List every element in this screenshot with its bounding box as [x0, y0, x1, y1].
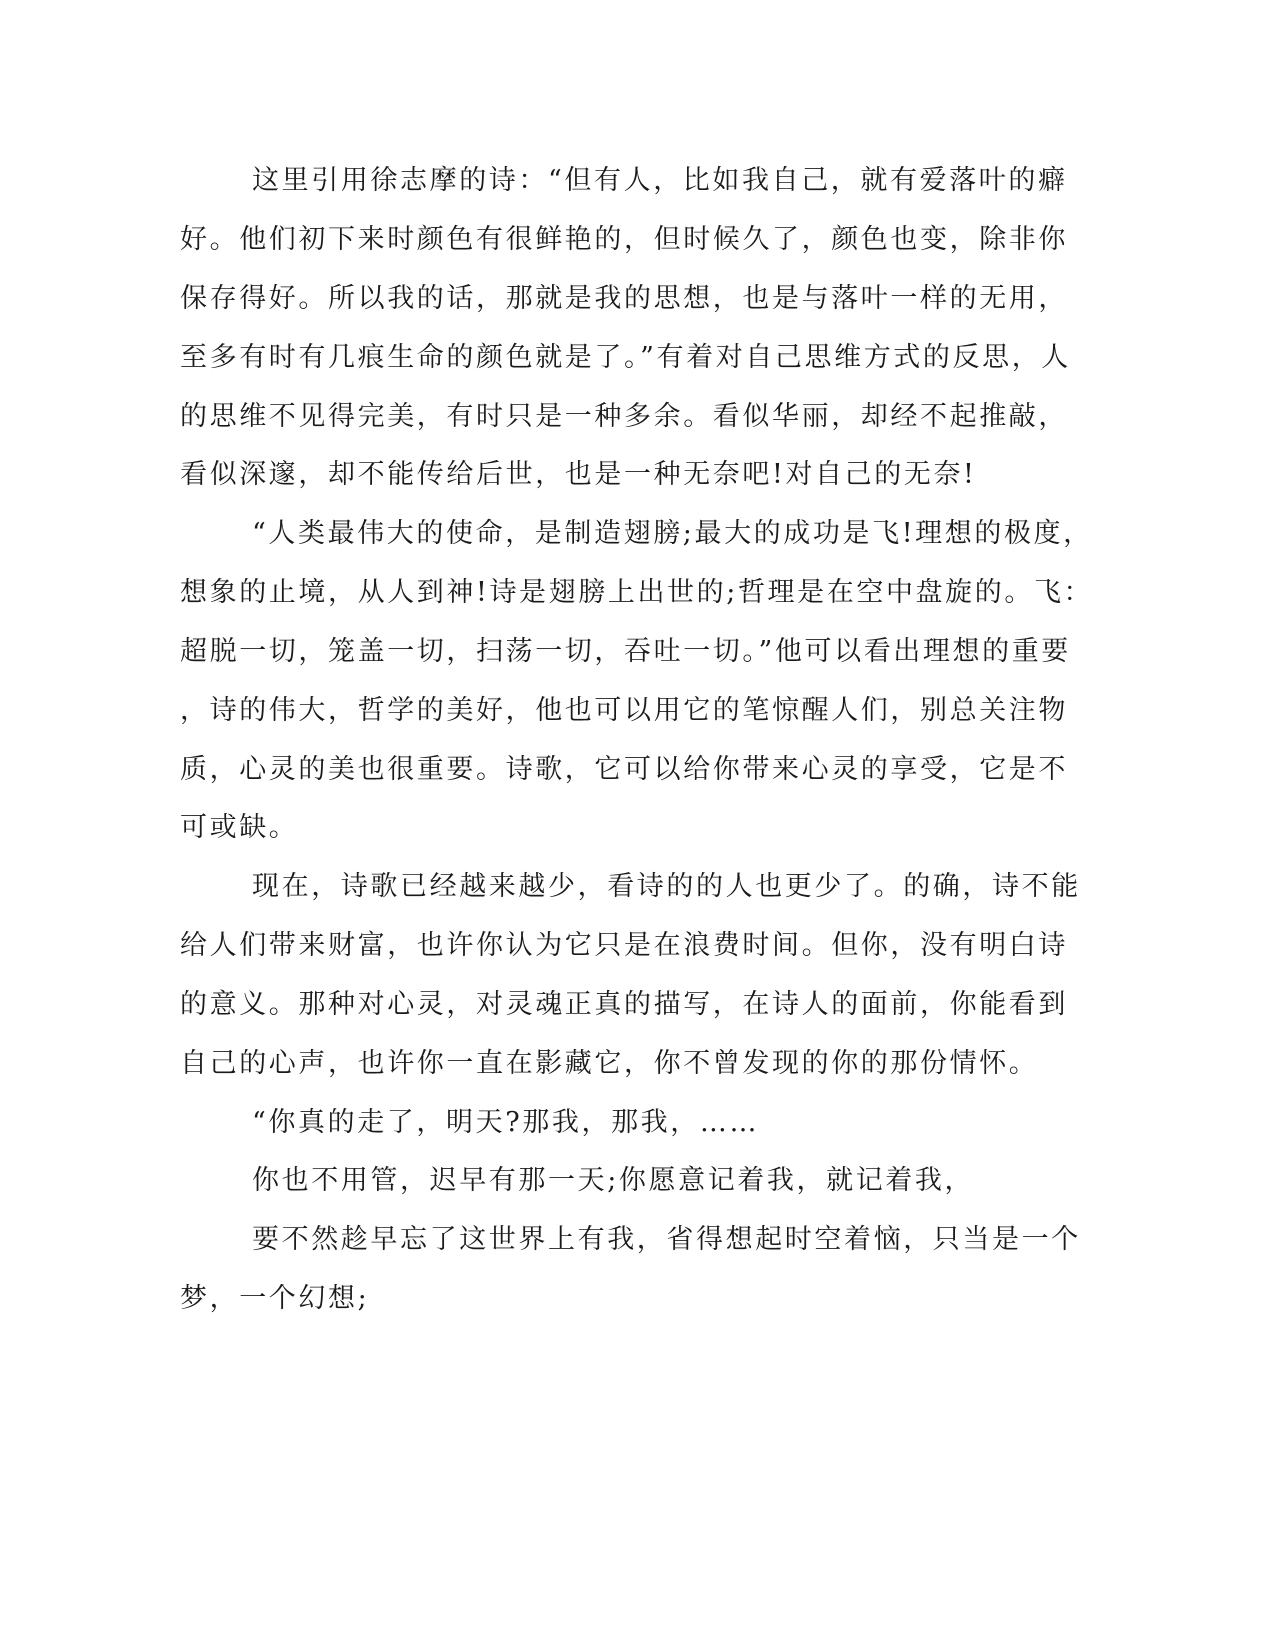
text-line: 看似深邃，却不能传给后世，也是一种无奈吧!对自己的无奈! — [180, 459, 977, 490]
text-line: 现在，诗歌已经越来越少，看诗的的人也更少了。的确，诗不能 — [252, 871, 1081, 902]
text-line: 梦，一个幻想; — [180, 1283, 370, 1314]
text-line: 自己的心声，也许你一直在影藏它，你不曾发现的你的那份情怀。 — [180, 1048, 1039, 1079]
text-line: 要不然趁早忘了这世界上有我，省得想起时空着恼，只当是一个 — [252, 1224, 1081, 1255]
text-line: 好。他们初下来时颜色有很鲜艳的，但时候久了，颜色也变，除非你 — [180, 224, 1068, 255]
text-line: 的意义。那种对心灵，对灵魂正真的描写，在诗人的面前，你能看到 — [180, 989, 1068, 1020]
text-line: 至多有时有几痕生命的颜色就是了。”有着对自己思维方式的反思，人 — [180, 342, 1071, 373]
text-line: “你真的走了，明天?那我，那我，…… — [252, 1107, 760, 1138]
text-line: 可或缺。 — [180, 812, 299, 843]
text-line: “人类最伟大的使命，是制造翅膀;最大的成功是飞!理想的极度， — [252, 518, 1093, 549]
text-line: 保存得好。所以我的话，那就是我的思想，也是与落叶一样的无用， — [180, 283, 1068, 314]
text-line: 你也不用管，迟早有那一天;你愿意记着我，就记着我， — [252, 1165, 975, 1196]
text-line: 想象的止境，从人到神!诗是翅膀上出世的;哲理是在空中盘旋的。飞： — [180, 577, 1094, 608]
text-line: 给人们带来财富，也许你认为它只是在浪费时间。但你，没有明白诗 — [180, 930, 1068, 961]
text-line: ，诗的伟大，哲学的美好，他也可以用它的笔惊醒人们，别总关注物 — [180, 695, 1068, 726]
text-line: 的思维不见得完美，有时只是一种多余。看似华丽，却经不起推敲， — [180, 401, 1068, 432]
text-line: 质，心灵的美也很重要。诗歌，它可以给你带来心灵的享受，它是不 — [180, 754, 1068, 785]
text-line: 这里引用徐志摩的诗：“但有人，比如我自己，就有爱落叶的癖 — [252, 165, 1068, 196]
text-line: 超脱一切，笼盖一切，扫荡一切，吞吐一切。”他可以看出理想的重要 — [180, 636, 1071, 667]
